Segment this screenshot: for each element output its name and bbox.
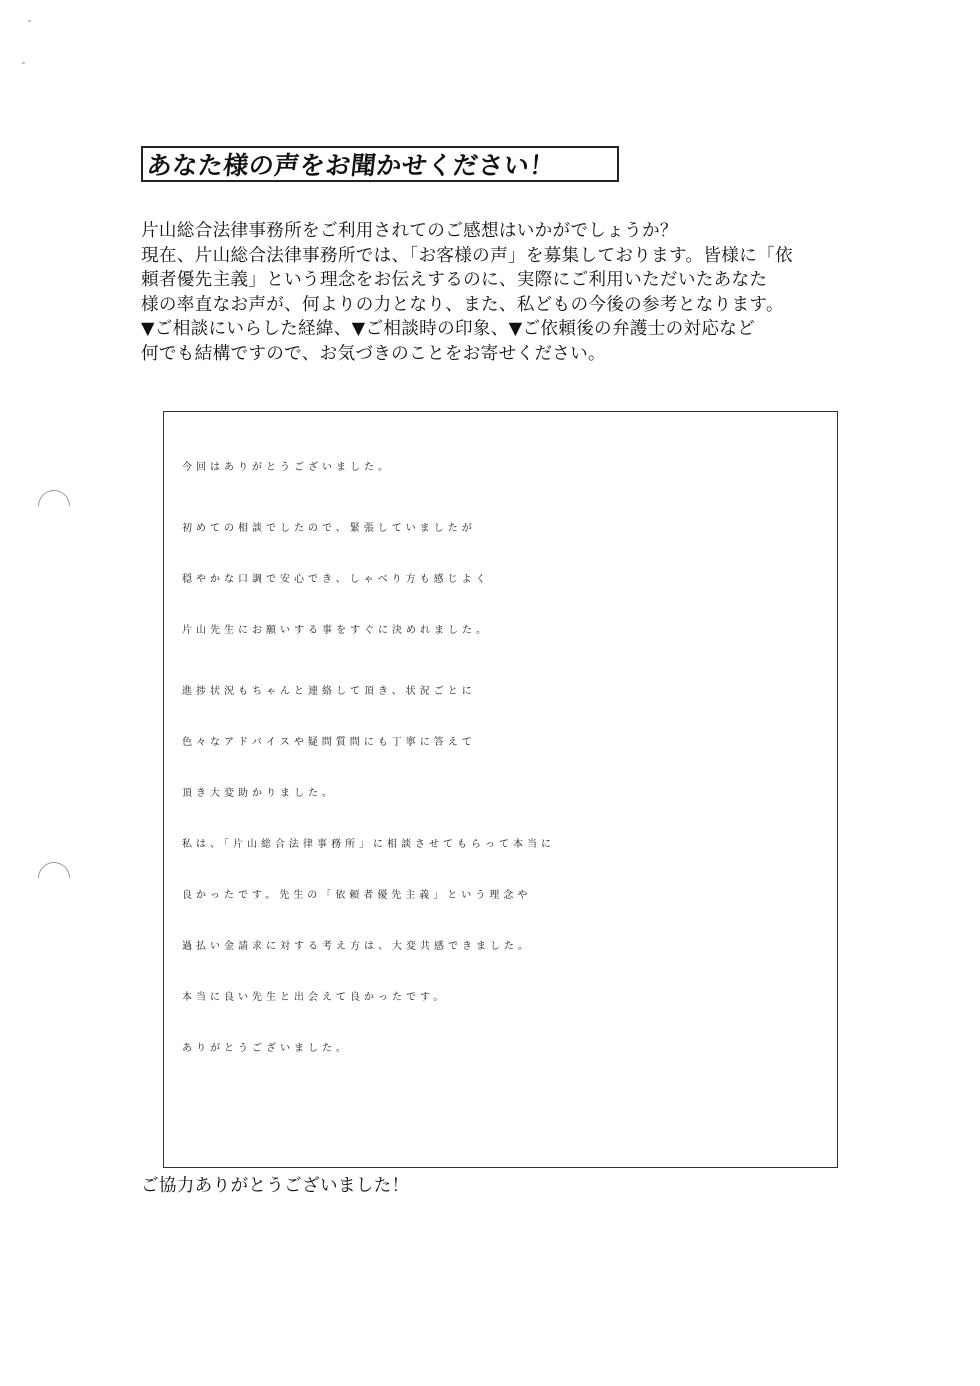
intro-line: 何でも結構ですので、お気づきのことをお寄せください。: [141, 343, 606, 364]
footer-thanks: ご協力ありがとうございました！: [141, 1176, 410, 1196]
handwritten-line: 色々なアドバイスや疑問質問にも丁寧に答えて: [182, 737, 476, 748]
page-title: あなた様の声をお聞かせください！: [145, 151, 557, 180]
handwritten-line: ありがとうございました。: [182, 1043, 350, 1054]
intro-line: ▼ご相談にいらした経緯、▼ご相談時の印象、▼ご依頼後の弁護士の対応など: [141, 319, 756, 339]
handwritten-line: 過払い金請求に対する考え方は、大変共感できました。: [182, 941, 532, 952]
handwritten-line: 頂き大変助かりました。: [182, 788, 336, 799]
scan-speck: [22, 62, 25, 64]
handwritten-line: 片山先生にお願いする事をすぐに決めれました。: [182, 625, 490, 636]
handwritten-line: 今回はありがとうございました。: [182, 462, 392, 473]
intro-line: 頼者優先主義」という理念をお伝えするのに、実際にご利用いただいたあなた: [141, 270, 768, 290]
handwritten-line: 穏やかな口調で安心でき、しゃべり方も感じよく: [182, 574, 490, 585]
handwritten-line: 本当に良い先生と出会えて良かったです。: [182, 992, 448, 1003]
intro-line: 片山総合法律事務所をご利用されてのご感想はいかがでしょうか？: [141, 221, 678, 241]
intro-line: 現在、片山総合法律事務所では、「お客様の声」を募集しております。皆様に「依: [141, 245, 793, 266]
scan-speck: [28, 20, 31, 22]
punch-hole-mark: [31, 483, 76, 528]
handwritten-line: 良かったです。先生の「依頼者優先主義」という理念や: [182, 890, 532, 901]
intro-text: [141, 219, 861, 366]
punch-hole-mark: [31, 855, 76, 900]
handwritten-line: 初めての相談でしたので、緊張していましたが: [182, 523, 476, 534]
handwritten-comment-box: [163, 411, 838, 1168]
handwritten-line: 進捗状況もちゃんと連絡して頂き、状況ごとに: [182, 686, 476, 697]
intro-line: 様の率直なお声が、何よりの力となり、また、私どもの今後の参考となります。: [141, 294, 784, 315]
handwritten-line: 私は、「片山総合法律事務所」に相談させてもらって本当に: [182, 839, 555, 850]
page-title-box: [141, 146, 619, 182]
handwritten-comment: [182, 442, 832, 1074]
